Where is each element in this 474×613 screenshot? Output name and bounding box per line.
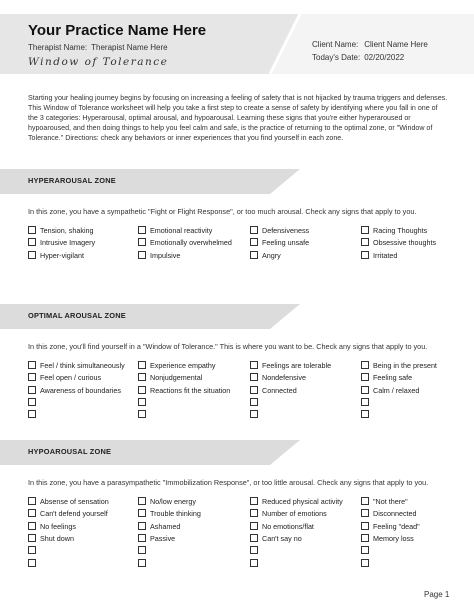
checkbox-label: Emotional reactivity [150,226,213,235]
checklist-item[interactable] [28,398,136,408]
checkbox[interactable] [138,398,146,406]
checkbox-label: Reactions fit the situation [150,385,231,395]
checkbox-label: No/low energy [150,497,196,506]
checkbox-label: Intrusive Imagery [40,238,96,248]
checkbox[interactable] [361,522,369,530]
checkbox[interactable] [28,509,36,517]
zone-title: OPTIMAL AROUSAL ZONE [28,311,126,320]
checkbox-label: No feelings [40,521,76,531]
checkbox-label: Awareness of boundaries [40,385,121,395]
checkbox[interactable] [250,361,258,369]
checklist-item[interactable] [138,410,246,420]
checkbox[interactable] [250,534,258,542]
checklist-item[interactable] [138,534,246,544]
checklist-item[interactable] [250,361,358,371]
checklist-item[interactable] [138,361,246,371]
checkbox[interactable] [28,497,36,505]
checklist-item[interactable] [28,373,136,383]
checkbox-label: Nondefensive [262,373,306,383]
checklist-item[interactable] [361,509,469,519]
checkbox[interactable] [28,386,36,394]
checklist-item[interactable] [28,559,136,569]
practice-name: Your Practice Name Here [28,22,207,39]
checklist-item[interactable] [138,251,246,261]
checkbox[interactable] [138,386,146,394]
checkbox[interactable] [250,410,258,418]
checkbox[interactable] [361,238,369,246]
checklist-item[interactable] [28,238,136,248]
intro-paragraph: Starting your healing journey begins by focusing on increasing a feeling of safety that is not hijacked by trauma triggers and defenses. This Window of Tolerance worksheet will help you take a first step to create a sense of safety by identifying where you fall in one of the 3 categories: Hyperarousal, optimal arousal, and hypoarousal. Learning these signs that you're either hyperaroused or hypoaroused, and then doing things to help you feel calm and safe, is the practice of returning to the optimal zone, or "Window of Tolerance." Directions: check any behaviors or inner experiences that you find yourself in each zone. [28,94,448,142]
checkbox[interactable] [361,497,369,505]
checkbox[interactable] [250,238,258,246]
checkbox-label: Absense of sensation [40,497,109,506]
checklist-item[interactable] [250,251,358,261]
date-label: Today's Date: [312,53,361,62]
checkbox[interactable] [250,251,258,259]
checkbox[interactable] [361,398,369,406]
checkbox[interactable] [250,373,258,381]
checkbox-label: Feeling unsafe [262,238,310,248]
checkbox[interactable] [250,559,258,567]
checklist-item[interactable] [138,386,246,396]
checklist-item[interactable] [361,546,469,556]
checklist-item[interactable] [361,522,469,532]
zone-description: In this zone, you have a parasympathetic "Immobilization Response", or too little arousal. Check any signs that apply to you. [28,478,429,487]
checkbox[interactable] [28,226,36,234]
checkbox-label: Can't defend yourself [40,509,108,519]
checkbox[interactable] [138,522,146,530]
checklist-item[interactable] [138,497,246,507]
checkbox[interactable] [361,410,369,418]
checkbox-label: Connected [262,385,297,395]
checklist-item[interactable] [28,509,136,519]
checklist-item[interactable] [250,386,358,396]
checklist-item[interactable] [361,226,469,236]
zone-title: HYPOAROUSAL ZONE [28,447,112,456]
page-number: Page 1 [424,590,450,599]
checkbox[interactable] [361,559,369,567]
checklist-item[interactable] [250,509,358,519]
checklist-item[interactable] [250,497,358,507]
checklist-item[interactable] [361,238,469,248]
checkbox-label: Feeling safe [373,373,413,383]
checklist-item[interactable] [250,410,358,420]
checkbox-label: Defensiveness [262,226,310,235]
checkbox-label: Nonjudgemental [150,373,203,383]
checklist-item[interactable] [250,226,358,236]
checkbox-label: Emotionally overwhelmed [150,238,232,248]
checkbox[interactable] [250,398,258,406]
checkbox-label: Can't say no [262,533,302,543]
checkbox[interactable] [138,509,146,517]
checklist-item[interactable] [250,238,358,248]
checkbox[interactable] [361,251,369,259]
client-label: Client Name: [312,40,359,49]
checklist-item[interactable] [361,386,469,396]
checkbox[interactable] [28,238,36,246]
checklist-item[interactable] [250,559,358,569]
checkbox[interactable] [28,522,36,530]
checkbox-label: No emotions/flat [262,521,314,531]
checklist-item[interactable] [28,534,136,544]
checkbox[interactable] [138,251,146,259]
client-value[interactable]: Client Name Here [364,40,428,49]
checkbox[interactable] [138,559,146,567]
checkbox[interactable] [250,522,258,530]
checkbox[interactable] [138,361,146,369]
checkbox-label: Angry [262,250,281,260]
checklist-item[interactable] [250,398,358,408]
checkbox[interactable] [28,373,36,381]
checkbox[interactable] [361,361,369,369]
checkbox[interactable] [250,546,258,554]
checkbox[interactable] [361,534,369,542]
checkbox-label: Calm / relaxed [373,385,420,395]
checkbox[interactable] [138,546,146,554]
checkbox[interactable] [361,509,369,517]
checklist-item[interactable] [138,226,246,236]
checkbox-label: Ashamed [150,521,181,531]
checklist-item[interactable] [28,522,136,532]
checkbox[interactable] [138,226,146,234]
checkbox-label: Feeling "dead" [373,521,420,531]
checklist-item[interactable] [250,546,358,556]
checklist-item[interactable] [361,497,469,507]
checklist-item[interactable] [361,559,469,569]
date-value[interactable]: 02/20/2022 [364,53,405,62]
checklist-item[interactable] [28,497,136,507]
checkbox[interactable] [28,546,36,554]
therapist-label: Therapist Name: [28,43,88,52]
checkbox-label: Tension, shaking [40,226,94,235]
checklist-item[interactable] [138,373,246,383]
checklist-item[interactable] [361,534,469,544]
checkbox[interactable] [28,398,36,406]
checkbox[interactable] [361,226,369,234]
checkbox-label: Obsessive thoughts [373,238,437,248]
checkbox[interactable] [250,226,258,234]
checkbox-label: Feelings are tolerable [262,361,332,370]
todays-date [312,53,404,62]
checkbox[interactable] [138,373,146,381]
checklist-item[interactable] [28,546,136,556]
checkbox-label: Being in the present [373,361,437,370]
checkbox-label: Impulsive [150,250,181,260]
checklist-item[interactable] [28,251,136,261]
checkbox-label: Experience empathy [150,361,216,370]
checklist-item[interactable] [28,226,136,236]
checkbox[interactable] [361,546,369,554]
checklist-item[interactable] [138,559,246,569]
checklist-item[interactable] [138,546,246,556]
checkbox-label: Reduced physical activity [262,497,343,506]
checklist-item[interactable] [28,410,136,420]
checkbox-label: Irritated [373,250,398,260]
checkbox-label: Hyper-vigilant [40,250,84,260]
checkbox-label: Shut down [40,533,74,543]
client-name [312,40,428,49]
zone-description: In this zone, you have a sympathetic "Fight or Flight Response", or too much arousal. Check any signs that apply to you. [28,207,417,216]
checkbox[interactable] [250,509,258,517]
checkbox[interactable] [138,410,146,418]
checkbox[interactable] [138,238,146,246]
checkbox-label: Number of emotions [262,509,327,519]
checklist-item[interactable] [138,398,246,408]
checkbox-label: Passive [150,533,176,543]
checkbox-label: Racing Thoughts [373,226,428,235]
checklist-item[interactable] [138,509,246,519]
checklist-item[interactable] [361,410,469,420]
checkbox[interactable] [250,497,258,505]
checklist-item[interactable] [138,238,246,248]
checklist-item[interactable] [250,534,358,544]
checkbox[interactable] [28,534,36,542]
therapist-value[interactable]: Therapist Name Here [91,43,168,52]
checkbox[interactable] [28,410,36,418]
checkbox-label: Trouble thinking [150,509,201,519]
checkbox[interactable] [361,386,369,394]
checkbox[interactable] [138,497,146,505]
checklist-item[interactable] [138,522,246,532]
checkbox-label: Feel / think simultaneously [40,361,125,370]
checklist-item[interactable] [361,398,469,408]
checklist-item[interactable] [250,373,358,383]
checkbox[interactable] [138,534,146,542]
zone-description: In this zone, you'll find yourself in a "Window of Tolerance." This is where you want to be. Check any signs that apply to you. [28,342,428,351]
checkbox-label: Disconnected [373,509,417,519]
checklist-item[interactable] [250,522,358,532]
checkbox-label: "Not there" [373,497,408,506]
checkbox[interactable] [28,559,36,567]
checkbox[interactable] [250,386,258,394]
therapist-name [28,43,168,52]
zone-title: HYPERAROUSAL ZONE [28,176,116,185]
checkbox[interactable] [361,373,369,381]
checklist-item[interactable] [361,373,469,383]
checkbox[interactable] [28,361,36,369]
checklist-item[interactable] [361,251,469,261]
checklist-item[interactable] [28,386,136,396]
checklist-item[interactable] [28,361,136,371]
checkbox-label: Memory loss [373,533,414,543]
worksheet-title: Window of Tolerance [28,56,169,68]
checkbox-label: Feel open / curious [40,373,102,383]
checkbox[interactable] [28,251,36,259]
checklist-item[interactable] [361,361,469,371]
